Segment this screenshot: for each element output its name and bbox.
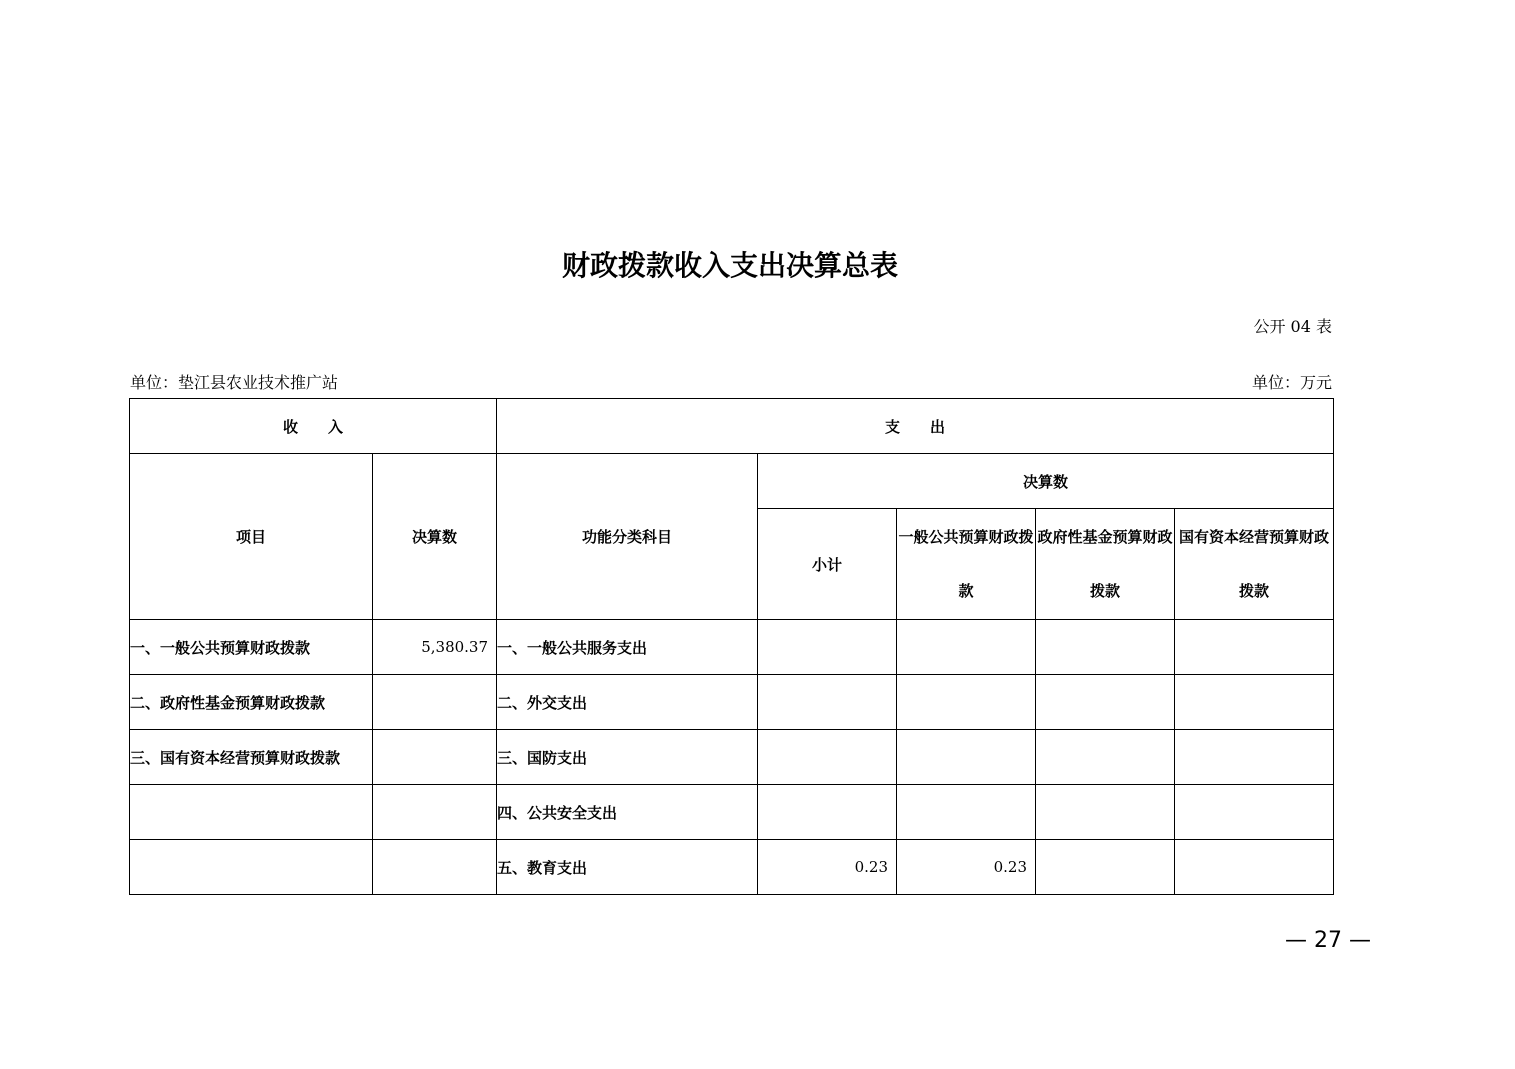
table-row [130, 730, 1334, 785]
form-number: 公开 04 表 [1253, 317, 1332, 336]
row-general [897, 730, 1036, 785]
row-item [130, 840, 373, 895]
row-func: 五、教育支出 [497, 840, 758, 895]
row-fund [1036, 675, 1175, 730]
state-capital-header: 国有资本经营预算财政拨款 [1175, 509, 1334, 620]
page-title: 财政拨款收入支出决算总表 [561, 249, 898, 282]
row-fund [1036, 785, 1175, 840]
amount-header: 决算数 [373, 454, 497, 620]
row-subtotal [758, 620, 897, 675]
row-capital [1175, 730, 1334, 785]
func-class-header: 功能分类科目 [497, 454, 758, 620]
page-number: — 27 — [1285, 928, 1371, 953]
expense-header: 支 出 [497, 399, 1334, 454]
income-header: 收 入 [130, 399, 497, 454]
row-capital [1175, 840, 1334, 895]
row-fund [1036, 620, 1175, 675]
row-subtotal [758, 785, 897, 840]
row-general [897, 675, 1036, 730]
table-row [130, 785, 1334, 840]
item-header: 项目 [130, 454, 373, 620]
row-amount [373, 785, 497, 840]
row-fund [1036, 730, 1175, 785]
table-row [130, 620, 1334, 675]
general-budget-header: 一般公共预算财政拨款 [897, 509, 1036, 620]
row-general: 0.23 [897, 840, 1036, 895]
report-table [129, 398, 1334, 895]
row-subtotal: 0.23 [758, 840, 897, 895]
row-general [897, 785, 1036, 840]
table-row [130, 675, 1334, 730]
row-amount [373, 675, 497, 730]
row-subtotal [758, 730, 897, 785]
final-amount-header: 决算数 [758, 454, 1334, 509]
table-row [130, 840, 1334, 895]
row-item: 二、政府性基金预算财政拨款 [130, 675, 373, 730]
unit-currency: 单位：万元 [1251, 373, 1332, 392]
row-item: 一、一般公共预算财政拨款 [130, 620, 373, 675]
row-amount [373, 840, 497, 895]
row-general [897, 620, 1036, 675]
row-func: 三、国防支出 [497, 730, 758, 785]
row-func: 一、一般公共服务支出 [497, 620, 758, 675]
row-func: 二、外交支出 [497, 675, 758, 730]
gov-fund-header: 政府性基金预算财政拨款 [1036, 509, 1175, 620]
row-subtotal [758, 675, 897, 730]
row-capital [1175, 785, 1334, 840]
row-amount [373, 730, 497, 785]
row-item [130, 785, 373, 840]
row-fund [1036, 840, 1175, 895]
row-capital [1175, 675, 1334, 730]
row-func: 四、公共安全支出 [497, 785, 758, 840]
row-item: 三、国有资本经营预算财政拨款 [130, 730, 373, 785]
unit-organization: 单位：垫江县农业技术推广站 [130, 373, 339, 392]
subtotal-header: 小计 [758, 509, 897, 620]
row-capital [1175, 620, 1334, 675]
row-amount: 5,380.37 [373, 620, 497, 675]
